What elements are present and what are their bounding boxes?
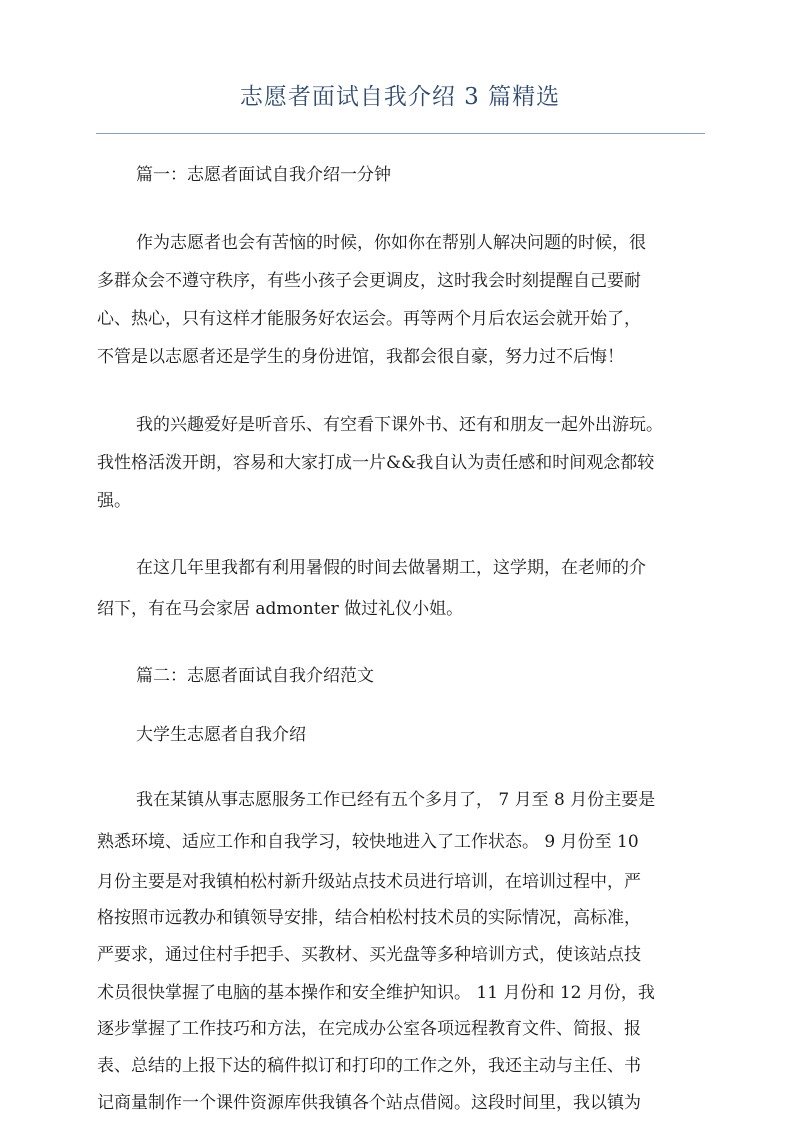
paragraph-1-line-3: 心、热心，只有这样才能服务好农运会。再等两个月后农运会就开始了， — [97, 309, 641, 329]
paragraph-1-line-2: 多群众会不遵守秩序，有些小孩子会更调皮，这时我会时刻提醒自己要耐 — [97, 271, 641, 291]
paragraph-3-line-1: 在这几年里我都有利用暑假的时间去做暑期工，这学期，在老师的介 — [136, 558, 646, 578]
paragraph-4-line-6: 术员很快掌握了电脑的基本操作和安全维护知识。 11 月份和 12 月份，我 — [97, 983, 655, 1003]
paragraph-4-line-2: 熟悉环境、适应工作和自我学习，较快地进入了工作状态。 9 月份至 10 — [97, 832, 639, 852]
paragraph-4-line-8: 表、总结的上报下达的稿件拟订和打印的工作之外，我还主动与主任、书 — [97, 1056, 641, 1076]
paragraph-2-line-1: 我的兴趣爱好是听音乐、有空看下课外书、还有和朋友一起外出游玩。 — [136, 415, 663, 435]
paragraph-3-line-2: 绍下，有在马会家居 admonter 做过礼仪小姐。 — [97, 599, 464, 619]
paragraph-1-line-4: 不管是以志愿者还是学生的身份进馆，我都会很自豪，努力过不后悔！ — [97, 347, 624, 367]
paragraph-4-line-3: 月份主要是对我镇柏松村新升级站点技术员进行培训，在培训过程中，严 — [97, 872, 641, 892]
section-heading-1: 篇一：志愿者面试自我介绍一分钟 — [136, 165, 391, 185]
paragraph-4-line-7: 逐步掌握了工作技巧和方法，在完成办公室各项远程教育文件、简报、报 — [97, 1019, 641, 1039]
paragraph-4-line-5: 严要求，通过住村手把手、买教材、买光盘等多种培训方式，使该站点技 — [97, 945, 641, 965]
paragraph-2-line-2: 我性格活泼开朗，容易和大家打成一片&&我自认为责任感和时间观念都较 — [97, 453, 655, 473]
document-title: 志愿者面试自我介绍 3 篇精选 — [239, 84, 561, 110]
section-heading-2: 篇二：志愿者面试自我介绍范文 — [136, 666, 374, 686]
paragraph-4-line-1: 我在某镇从事志愿服务工作已经有五个多月了， 7 月至 8 月份主要是 — [136, 790, 656, 810]
paragraph-2-line-3: 强。 — [97, 491, 131, 511]
paragraph-1-line-1: 作为志愿者也会有苦恼的时候，你如你在帮别人解决问题的时候，很 — [136, 233, 646, 253]
title-divider — [96, 133, 705, 134]
paragraph-4-line-9: 记商量制作一个课件资源库供我镇各个站点借阅。这段时间里，我以镇为 — [97, 1093, 641, 1113]
paragraph-4-line-4: 格按照市远教办和镇领导安排，结合柏松村技术员的实际情况，高标准， — [97, 908, 641, 928]
subheading: 大学生志愿者自我介绍 — [136, 725, 306, 745]
